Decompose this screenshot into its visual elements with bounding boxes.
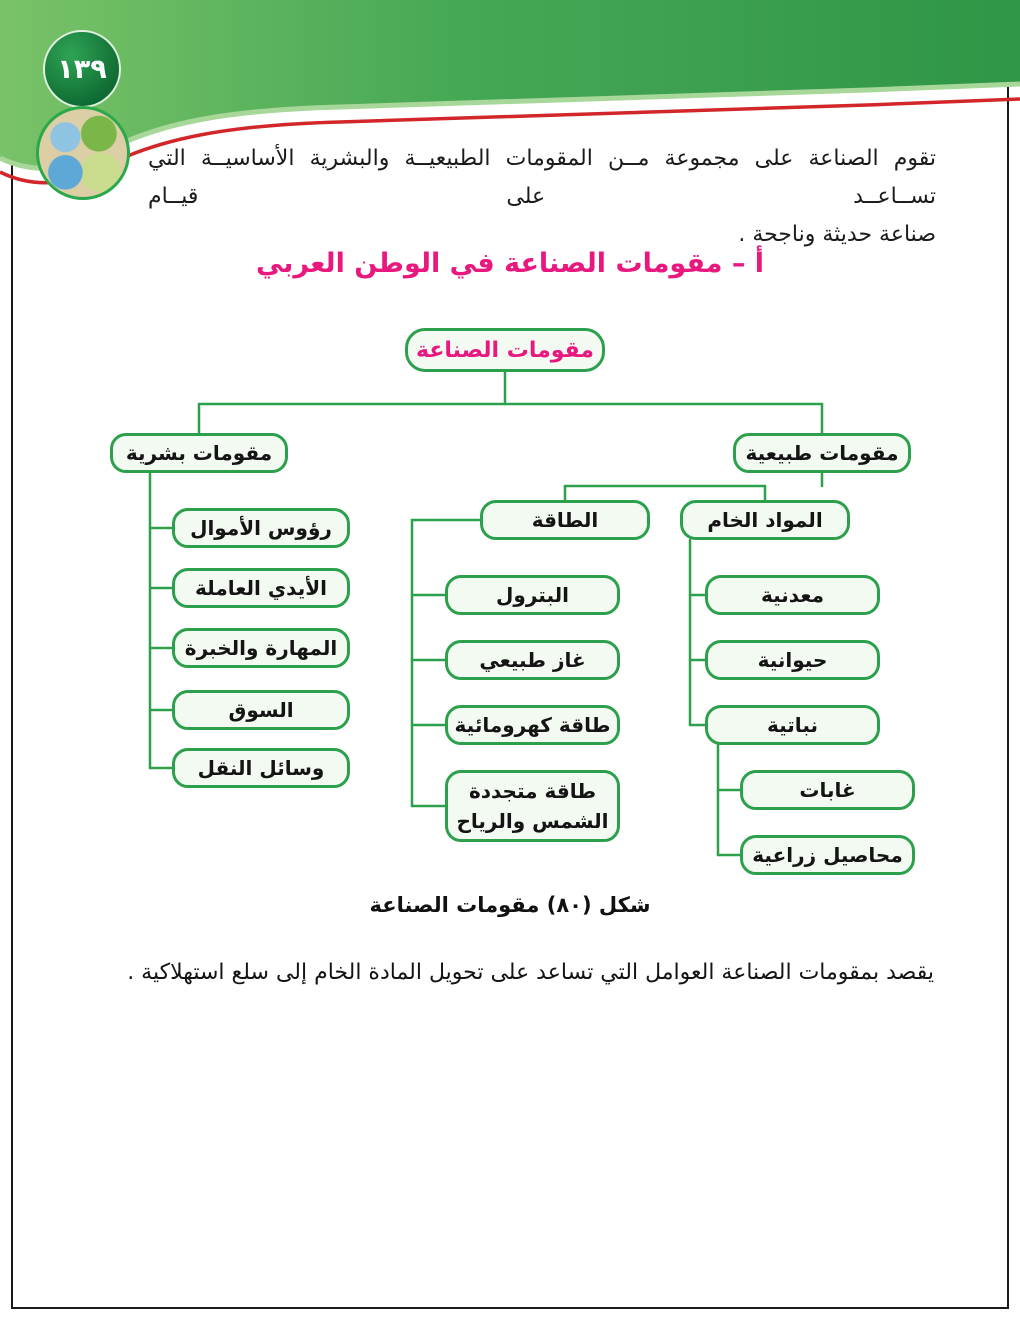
node-plant: نباتية: [705, 705, 880, 745]
node-market: السوق: [172, 690, 350, 730]
node-root: مقومات الصناعة: [405, 328, 605, 372]
node-renewable-energy: [445, 770, 620, 842]
page-number: ١٣٩: [57, 53, 107, 85]
node-natural-gas: غاز طبيعي: [445, 640, 620, 680]
node-raw-materials: المواد الخام: [680, 500, 850, 540]
page-number-badge: [43, 30, 121, 108]
map-photo: [36, 106, 130, 200]
node-animal: حيوانية: [705, 640, 880, 680]
node-forests: غابات: [740, 770, 915, 810]
node-human-components: مقومات بشرية: [110, 433, 288, 473]
node-labor: الأيدي العاملة: [172, 568, 350, 608]
node-skill-experience: المهارة والخبرة: [172, 628, 350, 668]
node-transport: وسائل النقل: [172, 748, 350, 788]
intro-paragraph: [148, 140, 936, 254]
figure-caption: شكل (٨٠) مقومات الصناعة: [369, 893, 651, 917]
node-hydro-power: طاقة كهرومائية: [445, 705, 620, 745]
node-mineral: معدنية: [705, 575, 880, 615]
intro-line-2: صناعة حديثة وناجحة .: [738, 222, 936, 247]
node-capital: رؤوس الأموال: [172, 508, 350, 548]
node-petroleum: البترول: [445, 575, 620, 615]
intro-line-1: تقوم الصناعة على مجموعة مــن المقومات الطبيعيــة والبشرية الأساسيــة التي تســاعــد على قيــام: [148, 146, 936, 209]
section-heading: أ – مقومات الصناعة في الوطن العربي: [255, 248, 765, 279]
definition-paragraph: يقصد بمقومات الصناعة العوامل التي تساعد على تحويل المادة الخام إلى سلع استهلاكية .: [127, 960, 934, 985]
renewable-line-2: الشمس والرياح: [456, 809, 609, 833]
industry-components-diagram: [0, 318, 1020, 893]
node-natural-components: مقومات طبيعية: [733, 433, 911, 473]
node-agricultural-crops: محاصيل زراعية: [740, 835, 915, 875]
renewable-line-1: طاقة متجددة: [468, 779, 597, 803]
node-energy: الطاقة: [480, 500, 650, 540]
